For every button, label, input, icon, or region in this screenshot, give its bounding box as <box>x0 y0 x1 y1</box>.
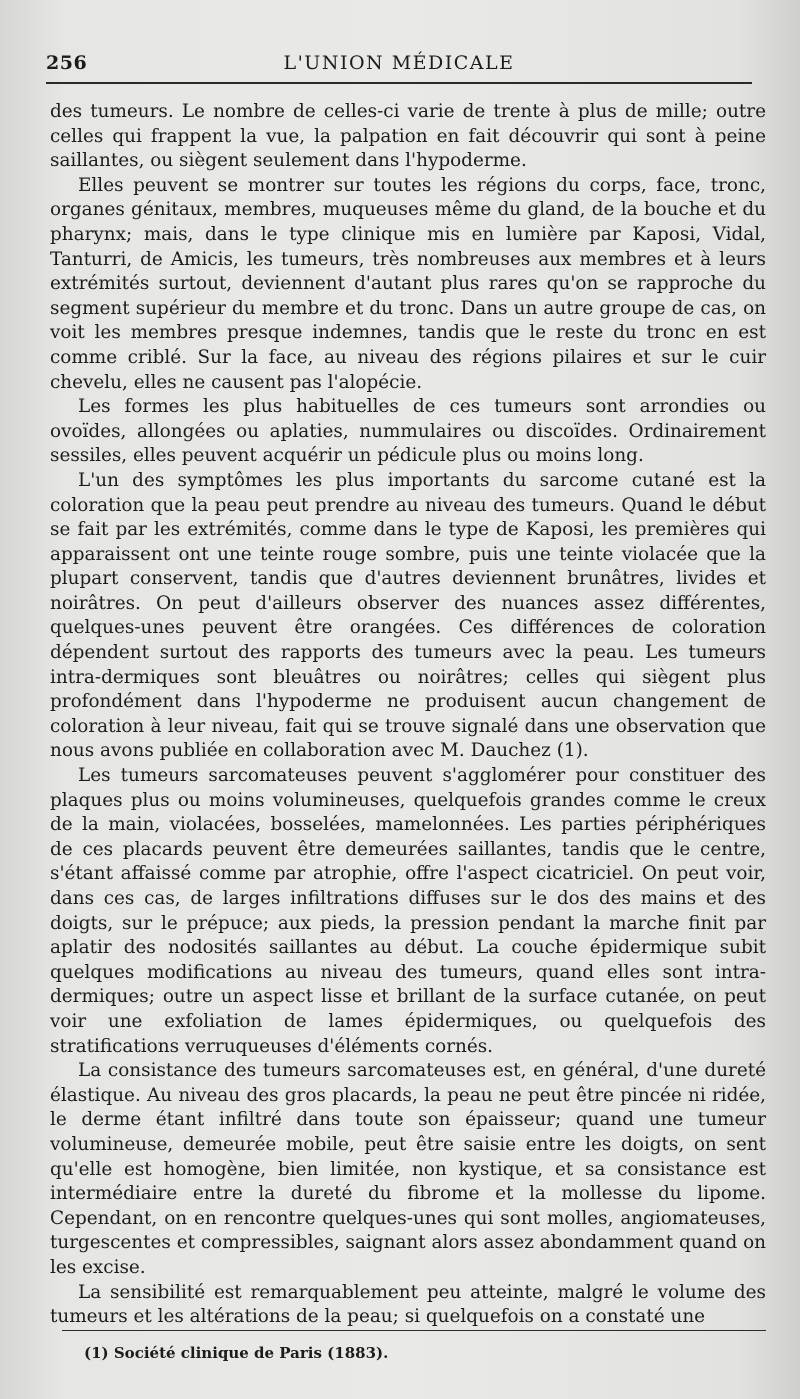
paragraph: Les tumeurs sarcomateuses peuvent s'agglomérer pour constituer des plaques plus ou moins volumineuses, quelquefois grandes comme le creux de la main, violacées, bosselées, mamelonnées. Les parties périphériques de ces placards peuvent être demeurées saillantes, tandis que le centre, s'étant affaissé comme par atrophie, offre l'aspect cicatriciel. On peut voir, dans ces cas, de larges infiltrations diffuses sur le dos des mains et des doigts, sur le prépuce; aux pieds, la pression pendant la marche finit par aplatir des nodosités saillantes au début. La couche épidermique subit quelques modifications au niveau des tumeurs, quand elles sont intra-dermiques; outre un aspect lisse et brillant de la surface cutanée, on peut voir une exfoliation de lames épidermiques, ou quelquefois des stratifications verruqueuses d'éléments cornés. <box>50 765 766 1057</box>
footnote: (1) Société clinique de Paris (1883). <box>84 1344 389 1362</box>
paragraph: La consistance des tumeurs sarcomateuses est, en général, d'une dureté élastique. Au niveau des gros placards, la peau ne peut être pincée ni ridée, le derme étant infiltré dans toute son épaisseur; quand une tumeur volumineuse, demeurée mobile, peut être saisie entre les doigts, on sent qu'elle est homogène, bien limitée, non kystique, et sa consistance est intermédiaire entre la dureté du fibrome et la mollesse du lipome. Cependant, on en rencontre quelques-unes qui sont molles, angiomateuses, turgescentes et compressibles, saignant alors assez abondamment quand on les excise. <box>50 1060 766 1278</box>
header-rule <box>46 82 752 84</box>
paragraph: des tumeurs. Le nombre de celles-ci varie de trente à plus de mille; outre celles qui frappent la vue, la palpation en fait découvrir qui sont à peine saillantes, ou siègent seulement dans l'hypoderme. <box>50 101 766 172</box>
paragraph: L'un des symptômes les plus importants du sarcome cutané est la coloration que la peau peut prendre au niveau des tumeurs. Quand le début se fait par les extrémités, comme dans le type de Kaposi, les premières qui apparaissent ont une teinte rouge sombre, puis une teinte violacée que la plupart conservent, tandis que d'autres deviennent brunâtres, livides et noirâtres. On peut d'ailleurs observer des nuances assez différentes, quelques-unes peuvent être orangées. Ces différences de coloration dépendent surtout des rapports des tumeurs avec la peau. Les tumeurs intra-dermiques sont bleuâtres ou noirâtres; celles qui siègent plus profondément dans l'hypoderme ne produisent aucun changement de coloration à leur niveau, fait qui se trouve signalé dans une observation que nous avons publiée en collaboration avec M. Dauchez (1). <box>50 469 766 762</box>
running-title: L'UNION MÉDICALE <box>283 52 515 74</box>
page-header <box>46 52 752 86</box>
footnote-rule <box>62 1330 766 1331</box>
body-text <box>50 100 766 1330</box>
paragraph: Les formes les plus habituelles de ces tumeurs sont arrondies ou ovoïdes, allongées ou aplaties, nummulaires ou discoïdes. Ordinairement sessiles, elles peuvent acquérir un pédicule plus ou moins long. <box>50 396 766 467</box>
paragraph: La sensibilité est remarquablement peu atteinte, malgré le volume des tumeurs et les altérations de la peau; si quelquefois on a constaté une <box>50 1281 766 1328</box>
paragraph: Elles peuvent se montrer sur toutes les régions du corps, face, tronc, organes génitaux, membres, muqueuses même du gland, de la bouche et du pharynx; mais, dans le type clinique mis en lumière par Kaposi, Vidal, Tanturri, de Amicis, les tumeurs, très nombreuses aux membres et à leurs extrémités surtout, deviennent d'autant plus rares qu'on se rapproche du segment supérieur du membre et du tronc. Dans un autre groupe de cas, on voit les membres presque indemnes, tandis que le reste du tronc en est comme criblé. Sur la face, au niveau des régions pilaires et sur le cuir chevelu, elles ne causent pas l'alopécie. <box>50 174 766 393</box>
page-number: 256 <box>46 52 88 74</box>
